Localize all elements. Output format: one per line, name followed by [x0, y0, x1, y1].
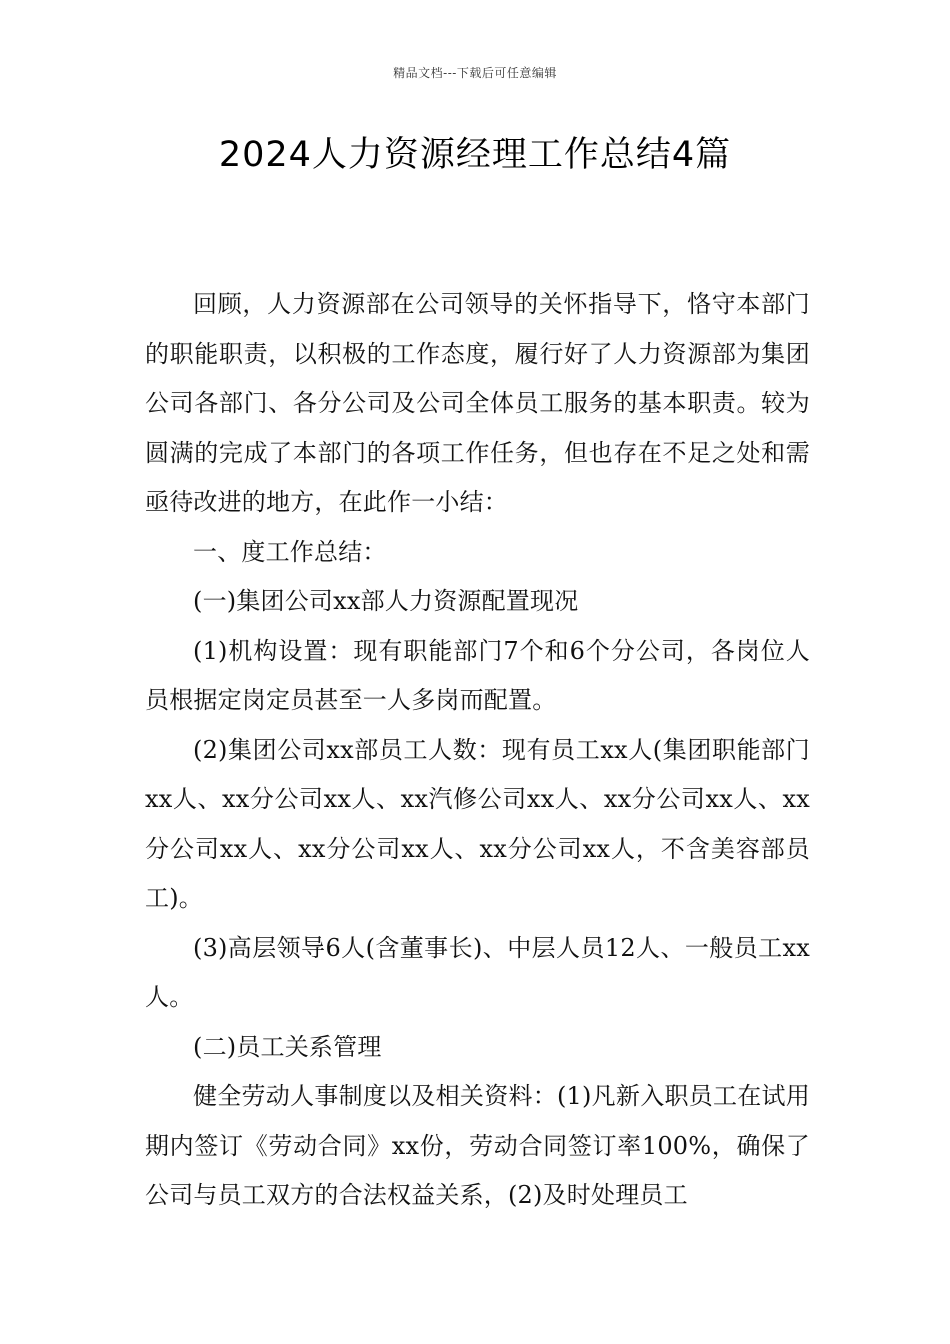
paragraph-item-1: (1)机构设置：现有职能部门7个和6个分公司，各岗位人员根据定岗定员甚至一人多岗而配置。 [145, 636, 810, 714]
paragraph-item-2: (2)集团公司xx部员工人数：现有员工xx人(集团职能部门xx人、xx分公司xx人、xx汽修公司xx人、xx分公司xx人、xx分公司xx人、xx分公司xx人、xx分公司xx人，不含美容部员工)。 [145, 735, 810, 912]
paragraph-item-3: (3)高层领导6人(含董事长)、中层人员12人、一般员工xx人。 [145, 933, 810, 1011]
subsection-heading-1: (一)集团公司xx部人力资源配置现况 [193, 587, 579, 615]
document-title: 2024人力资源经理工作总结4篇 [218, 135, 732, 175]
section-heading-1: 一、度工作总结： [193, 537, 387, 566]
document-body [145, 280, 810, 1221]
header-note: 精品文档---下载后可任意编辑 [393, 66, 557, 80]
subsection-heading-2: (二)员工关系管理 [193, 1032, 382, 1061]
paragraph-labor-relations: 健全劳动人事制度以及相关资料：(1)凡新入职员工在试用期内签订《劳动合同》xx份，劳动合同签订率100%，确保了公司与员工双方的合法权益关系，(2)及时处理员工 [145, 1082, 810, 1209]
paragraph-intro: 回顾，人力资源部在公司领导的关怀指导下，恪守本部门的职能职责，以积极的工作态度，履行好了人力资源部为集团公司各部门、各分公司及公司全体员工服务的基本职责。较为圆满的完成了本部门的各项工作任务，但也存在不足之处和需亟待改进的地方，在此作一小结： [145, 290, 810, 516]
